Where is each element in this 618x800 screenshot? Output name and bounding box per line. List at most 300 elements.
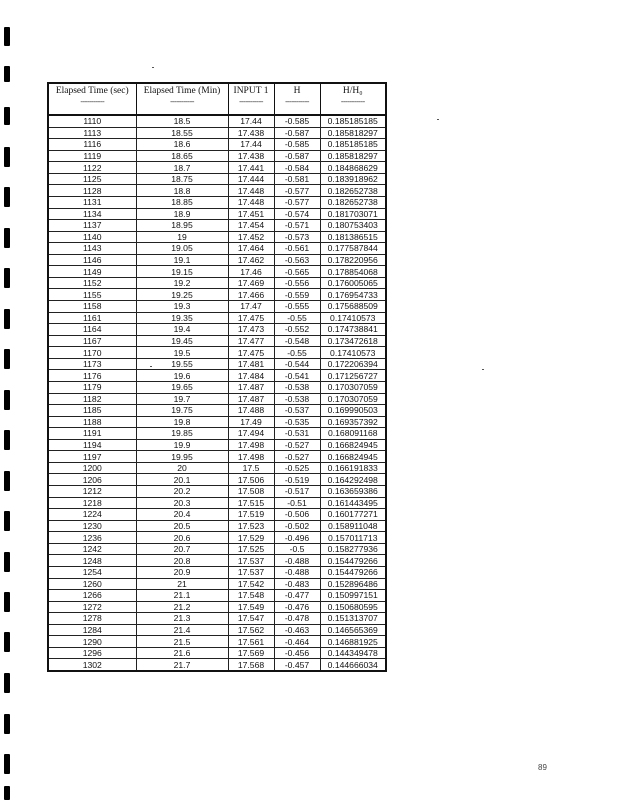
table-row	[48, 127, 386, 139]
binder-mark	[4, 632, 10, 652]
cell-input-1: 17.452	[228, 231, 274, 243]
cell-elapsed-sec: 1302	[48, 659, 136, 671]
table-row	[48, 462, 386, 474]
cell-h: -0.563	[274, 254, 320, 266]
cell-h: -0.548	[274, 335, 320, 347]
cell-elapsed-min: 18.8	[136, 185, 228, 197]
header-label: INPUT 1	[233, 86, 269, 96]
cell-h: -0.531	[274, 428, 320, 440]
cell-elapsed-sec: 1194	[48, 439, 136, 451]
table-row	[48, 370, 386, 382]
table-row	[48, 601, 386, 613]
cell-elapsed-sec: 1158	[48, 301, 136, 313]
binder-mark	[4, 228, 10, 248]
cell-elapsed-min: 20.9	[136, 566, 228, 578]
cell-h-ratio: 0.174738841	[320, 324, 386, 336]
cell-elapsed-min: 21	[136, 578, 228, 590]
cell-input-1: 17.487	[228, 381, 274, 393]
table-row	[48, 358, 386, 370]
cell-elapsed-sec: 1125	[48, 173, 136, 185]
scan-speck	[152, 67, 154, 68]
cell-h: -0.584	[274, 162, 320, 174]
cell-elapsed-min: 18.85	[136, 196, 228, 208]
cell-elapsed-min: 19.95	[136, 451, 228, 463]
cell-h-ratio: 0.170307059	[320, 381, 386, 393]
cell-h-ratio: 0.182652738	[320, 185, 386, 197]
cell-h-ratio: 0.178220956	[320, 254, 386, 266]
cell-elapsed-min: 20.1	[136, 474, 228, 486]
cell-input-1: 17.561	[228, 636, 274, 648]
cell-input-1: 17.569	[228, 647, 274, 659]
cell-input-1: 17.438	[228, 150, 274, 162]
cell-elapsed-min: 21.7	[136, 659, 228, 671]
table-row	[48, 115, 386, 127]
cell-elapsed-sec: 1185	[48, 405, 136, 417]
table-row	[48, 566, 386, 578]
cell-h: -0.577	[274, 196, 320, 208]
cell-elapsed-min: 21.6	[136, 647, 228, 659]
binder-mark	[4, 147, 10, 167]
cell-input-1: 17.498	[228, 439, 274, 451]
table-row	[48, 613, 386, 625]
table-row	[48, 486, 386, 498]
cell-input-1: 17.525	[228, 543, 274, 555]
cell-elapsed-sec: 1140	[48, 231, 136, 243]
cell-input-1: 17.469	[228, 277, 274, 289]
binder-mark	[4, 673, 10, 693]
cell-h-ratio: 0.185818297	[320, 150, 386, 162]
cell-h-ratio: 0.176954733	[320, 289, 386, 301]
scan-speck	[437, 119, 439, 120]
table-row	[48, 543, 386, 555]
header-divider: -----------	[285, 97, 309, 106]
cell-h: -0.55	[274, 312, 320, 324]
cell-input-1: 17.537	[228, 566, 274, 578]
cell-elapsed-sec: 1137	[48, 220, 136, 232]
cell-h-ratio: 0.164292498	[320, 474, 386, 486]
cell-h: -0.538	[274, 381, 320, 393]
cell-h: -0.552	[274, 324, 320, 336]
cell-input-1: 17.542	[228, 578, 274, 590]
cell-elapsed-min: 19.9	[136, 439, 228, 451]
table-row	[48, 277, 386, 289]
cell-h-ratio: 0.180753403	[320, 220, 386, 232]
cell-h: -0.502	[274, 520, 320, 532]
cell-elapsed-min: 20	[136, 462, 228, 474]
cell-h-ratio: 0.184868629	[320, 162, 386, 174]
cell-input-1: 17.444	[228, 173, 274, 185]
binder-mark	[4, 714, 10, 734]
cell-input-1: 17.462	[228, 254, 274, 266]
cell-input-1: 17.466	[228, 289, 274, 301]
cell-elapsed-sec: 1116	[48, 139, 136, 151]
cell-h: -0.519	[274, 474, 320, 486]
cell-input-1: 17.498	[228, 451, 274, 463]
cell-elapsed-sec: 1134	[48, 208, 136, 220]
cell-elapsed-sec: 1197	[48, 451, 136, 463]
cell-elapsed-min: 20.6	[136, 532, 228, 544]
binder-mark	[4, 552, 10, 572]
cell-elapsed-sec: 1146	[48, 254, 136, 266]
cell-elapsed-sec: 1218	[48, 497, 136, 509]
table-row	[48, 289, 386, 301]
binder-mark	[4, 107, 10, 125]
cell-h: -0.587	[274, 150, 320, 162]
cell-h-ratio: 0.178854068	[320, 266, 386, 278]
cell-h-ratio: 0.17410573	[320, 347, 386, 359]
cell-h: -0.559	[274, 289, 320, 301]
table-row	[48, 150, 386, 162]
cell-elapsed-sec: 1167	[48, 335, 136, 347]
cell-elapsed-min: 19.45	[136, 335, 228, 347]
page-number: 89	[538, 763, 547, 772]
cell-elapsed-sec: 1110	[48, 115, 136, 127]
cell-elapsed-min: 19.55	[136, 358, 228, 370]
cell-h-ratio: 0.157011713	[320, 532, 386, 544]
cell-input-1: 17.568	[228, 659, 274, 671]
cell-h-ratio: 0.171256727	[320, 370, 386, 382]
cell-h: -0.55	[274, 347, 320, 359]
header-label: H/H₀	[342, 86, 363, 96]
header-elapsed-min	[136, 83, 228, 115]
cell-elapsed-sec: 1290	[48, 636, 136, 648]
cell-elapsed-sec: 1122	[48, 162, 136, 174]
cell-elapsed-min: 19.5	[136, 347, 228, 359]
cell-elapsed-sec: 1212	[48, 486, 136, 498]
cell-h: -0.525	[274, 462, 320, 474]
cell-h-ratio: 0.161443495	[320, 497, 386, 509]
cell-input-1: 17.547	[228, 613, 274, 625]
cell-h-ratio: 0.182652738	[320, 196, 386, 208]
cell-h: -0.538	[274, 393, 320, 405]
table-row	[48, 173, 386, 185]
cell-h: -0.457	[274, 659, 320, 671]
cell-h: -0.51	[274, 497, 320, 509]
binder-mark	[4, 471, 10, 491]
cell-h-ratio: 0.144349478	[320, 647, 386, 659]
cell-h-ratio: 0.168091168	[320, 428, 386, 440]
cell-input-1: 17.46	[228, 266, 274, 278]
cell-elapsed-sec: 1272	[48, 601, 136, 613]
cell-h: -0.527	[274, 451, 320, 463]
cell-input-1: 17.464	[228, 243, 274, 255]
cell-h: -0.574	[274, 208, 320, 220]
cell-h-ratio: 0.152896486	[320, 578, 386, 590]
cell-input-1: 17.487	[228, 393, 274, 405]
table-row	[48, 208, 386, 220]
cell-h: -0.555	[274, 301, 320, 313]
cell-elapsed-sec: 1188	[48, 416, 136, 428]
cell-h-ratio: 0.166824945	[320, 439, 386, 451]
cell-elapsed-sec: 1179	[48, 381, 136, 393]
cell-elapsed-sec: 1170	[48, 347, 136, 359]
cell-elapsed-sec: 1173	[48, 358, 136, 370]
cell-h-ratio: 0.154479266	[320, 566, 386, 578]
cell-elapsed-sec: 1296	[48, 647, 136, 659]
table-row	[48, 243, 386, 255]
cell-h: -0.565	[274, 266, 320, 278]
cell-input-1: 17.454	[228, 220, 274, 232]
cell-elapsed-min: 21.4	[136, 624, 228, 636]
cell-h: -0.535	[274, 416, 320, 428]
cell-elapsed-min: 18.65	[136, 150, 228, 162]
cell-h: -0.587	[274, 127, 320, 139]
cell-h: -0.463	[274, 624, 320, 636]
cell-h: -0.544	[274, 358, 320, 370]
binder-mark	[4, 592, 10, 612]
cell-input-1: 17.519	[228, 509, 274, 521]
cell-elapsed-sec: 1278	[48, 613, 136, 625]
cell-elapsed-min: 21.3	[136, 613, 228, 625]
table-row	[48, 659, 386, 671]
table-row	[48, 196, 386, 208]
cell-elapsed-sec: 1164	[48, 324, 136, 336]
cell-h: -0.556	[274, 277, 320, 289]
table-body	[48, 115, 386, 671]
cell-elapsed-sec: 1284	[48, 624, 136, 636]
cell-elapsed-sec: 1113	[48, 127, 136, 139]
cell-input-1: 17.523	[228, 520, 274, 532]
cell-elapsed-min: 18.9	[136, 208, 228, 220]
table-row	[48, 636, 386, 648]
cell-input-1: 17.448	[228, 196, 274, 208]
cell-elapsed-sec: 1248	[48, 555, 136, 567]
header-input-1	[228, 83, 274, 115]
table-row	[48, 266, 386, 278]
header-divider: -----------	[170, 97, 194, 106]
cell-elapsed-sec: 1266	[48, 590, 136, 602]
cell-h-ratio: 0.158911048	[320, 520, 386, 532]
binder-mark	[4, 268, 10, 288]
cell-h-ratio: 0.181386515	[320, 231, 386, 243]
table-row	[48, 416, 386, 428]
cell-elapsed-sec: 1176	[48, 370, 136, 382]
cell-input-1: 17.441	[228, 162, 274, 174]
table-row	[48, 578, 386, 590]
cell-elapsed-min: 19.8	[136, 416, 228, 428]
cell-input-1: 17.549	[228, 601, 274, 613]
cell-h: -0.573	[274, 231, 320, 243]
cell-elapsed-min: 19.65	[136, 381, 228, 393]
binder-mark	[4, 27, 10, 46]
table-row	[48, 393, 386, 405]
cell-h-ratio: 0.144666034	[320, 659, 386, 671]
cell-input-1: 17.49	[228, 416, 274, 428]
cell-elapsed-min: 21.2	[136, 601, 228, 613]
data-table	[47, 82, 387, 672]
cell-input-1: 17.477	[228, 335, 274, 347]
table-row	[48, 624, 386, 636]
cell-input-1: 17.562	[228, 624, 274, 636]
cell-input-1: 17.47	[228, 301, 274, 313]
cell-input-1: 17.515	[228, 497, 274, 509]
cell-h: -0.476	[274, 601, 320, 613]
cell-h-ratio: 0.160177271	[320, 509, 386, 521]
cell-h-ratio: 0.181703071	[320, 208, 386, 220]
cell-elapsed-sec: 1236	[48, 532, 136, 544]
header-label: H	[293, 86, 301, 96]
table-row	[48, 324, 386, 336]
table-row	[48, 532, 386, 544]
cell-h-ratio: 0.173472618	[320, 335, 386, 347]
table-row	[48, 254, 386, 266]
table-row	[48, 497, 386, 509]
table-row	[48, 405, 386, 417]
cell-input-1: 17.438	[228, 127, 274, 139]
header-h-ratio	[320, 83, 386, 115]
cell-h: -0.571	[274, 220, 320, 232]
cell-elapsed-sec: 1254	[48, 566, 136, 578]
cell-h: -0.577	[274, 185, 320, 197]
table-row	[48, 451, 386, 463]
header-divider: -----------	[239, 97, 263, 106]
cell-elapsed-sec: 1143	[48, 243, 136, 255]
cell-elapsed-min: 21.5	[136, 636, 228, 648]
cell-h-ratio: 0.175688509	[320, 301, 386, 313]
cell-h-ratio: 0.169990503	[320, 405, 386, 417]
header-elapsed-sec	[48, 83, 136, 115]
cell-elapsed-sec: 1161	[48, 312, 136, 324]
cell-h-ratio: 0.146881925	[320, 636, 386, 648]
binder-mark	[4, 390, 10, 410]
table-row	[48, 301, 386, 313]
cell-h: -0.496	[274, 532, 320, 544]
cell-elapsed-sec: 1191	[48, 428, 136, 440]
cell-h: -0.581	[274, 173, 320, 185]
cell-elapsed-sec: 1119	[48, 150, 136, 162]
cell-elapsed-sec: 1230	[48, 520, 136, 532]
cell-h-ratio: 0.185185185	[320, 139, 386, 151]
table-row	[48, 520, 386, 532]
cell-input-1: 17.481	[228, 358, 274, 370]
cell-h-ratio: 0.166824945	[320, 451, 386, 463]
cell-h-ratio: 0.163659386	[320, 486, 386, 498]
table-row	[48, 335, 386, 347]
cell-elapsed-min: 19.7	[136, 393, 228, 405]
table-row	[48, 439, 386, 451]
cell-elapsed-min: 19	[136, 231, 228, 243]
binder-mark	[4, 786, 10, 800]
cell-h: -0.537	[274, 405, 320, 417]
cell-h: -0.561	[274, 243, 320, 255]
cell-h-ratio: 0.150997151	[320, 590, 386, 602]
cell-h: -0.456	[274, 647, 320, 659]
cell-h: -0.585	[274, 115, 320, 127]
binder-mark	[4, 349, 10, 369]
cell-h: -0.506	[274, 509, 320, 521]
cell-elapsed-sec: 1128	[48, 185, 136, 197]
cell-input-1: 17.484	[228, 370, 274, 382]
header-label: Elapsed Time (Min)	[143, 86, 221, 96]
cell-input-1: 17.475	[228, 347, 274, 359]
cell-input-1: 17.451	[228, 208, 274, 220]
cell-elapsed-min: 20.8	[136, 555, 228, 567]
cell-elapsed-sec: 1149	[48, 266, 136, 278]
table-row	[48, 185, 386, 197]
binder-mark	[4, 511, 10, 531]
cell-h: -0.517	[274, 486, 320, 498]
cell-h: -0.488	[274, 566, 320, 578]
table-row	[48, 139, 386, 151]
cell-elapsed-min: 20.2	[136, 486, 228, 498]
cell-elapsed-min: 19.75	[136, 405, 228, 417]
cell-elapsed-min: 19.85	[136, 428, 228, 440]
header-h	[274, 83, 320, 115]
header-label: Elapsed Time (sec)	[55, 86, 129, 96]
cell-h: -0.527	[274, 439, 320, 451]
scan-speck	[482, 369, 484, 370]
binder-mark	[4, 430, 10, 450]
cell-input-1: 17.506	[228, 474, 274, 486]
cell-elapsed-min: 19.25	[136, 289, 228, 301]
cell-input-1: 17.44	[228, 139, 274, 151]
cell-h: -0.464	[274, 636, 320, 648]
cell-elapsed-sec: 1242	[48, 543, 136, 555]
cell-elapsed-min: 18.55	[136, 127, 228, 139]
cell-input-1: 17.508	[228, 486, 274, 498]
cell-h-ratio: 0.158277936	[320, 543, 386, 555]
cell-h-ratio: 0.172206394	[320, 358, 386, 370]
table-row	[48, 231, 386, 243]
cell-h: -0.488	[274, 555, 320, 567]
cell-elapsed-min: 18.6	[136, 139, 228, 151]
cell-elapsed-sec: 1200	[48, 462, 136, 474]
table-row	[48, 647, 386, 659]
cell-h-ratio: 0.183918962	[320, 173, 386, 185]
cell-elapsed-min: 18.75	[136, 173, 228, 185]
cell-h-ratio: 0.185185185	[320, 115, 386, 127]
header-divider: -----------	[80, 97, 105, 106]
table-row	[48, 162, 386, 174]
table-row	[48, 347, 386, 359]
cell-h-ratio: 0.166191833	[320, 462, 386, 474]
cell-elapsed-min: 19.2	[136, 277, 228, 289]
binder-mark	[4, 754, 10, 774]
binder-mark	[4, 309, 10, 329]
cell-input-1: 17.537	[228, 555, 274, 567]
cell-elapsed-min: 21.1	[136, 590, 228, 602]
cell-elapsed-min: 19.4	[136, 324, 228, 336]
cell-h: -0.477	[274, 590, 320, 602]
cell-elapsed-sec: 1206	[48, 474, 136, 486]
cell-input-1: 17.494	[228, 428, 274, 440]
cell-elapsed-min: 19.15	[136, 266, 228, 278]
cell-h: -0.585	[274, 139, 320, 151]
cell-elapsed-min: 18.7	[136, 162, 228, 174]
cell-elapsed-min: 20.5	[136, 520, 228, 532]
table-row	[48, 312, 386, 324]
cell-elapsed-sec: 1224	[48, 509, 136, 521]
cell-elapsed-min: 20.3	[136, 497, 228, 509]
cell-h-ratio: 0.17410573	[320, 312, 386, 324]
cell-h-ratio: 0.150680595	[320, 601, 386, 613]
cell-h: -0.5	[274, 543, 320, 555]
cell-h-ratio: 0.146565369	[320, 624, 386, 636]
header-divider: -----------	[340, 97, 365, 106]
cell-elapsed-min: 19.6	[136, 370, 228, 382]
cell-h-ratio: 0.185818297	[320, 127, 386, 139]
cell-elapsed-min: 19.05	[136, 243, 228, 255]
cell-elapsed-min: 19.3	[136, 301, 228, 313]
cell-elapsed-min: 18.95	[136, 220, 228, 232]
table-header-row	[48, 83, 386, 115]
table-row	[48, 381, 386, 393]
cell-input-1: 17.473	[228, 324, 274, 336]
table-row	[48, 428, 386, 440]
cell-h: -0.483	[274, 578, 320, 590]
cell-h: -0.541	[274, 370, 320, 382]
cell-h-ratio: 0.170307059	[320, 393, 386, 405]
